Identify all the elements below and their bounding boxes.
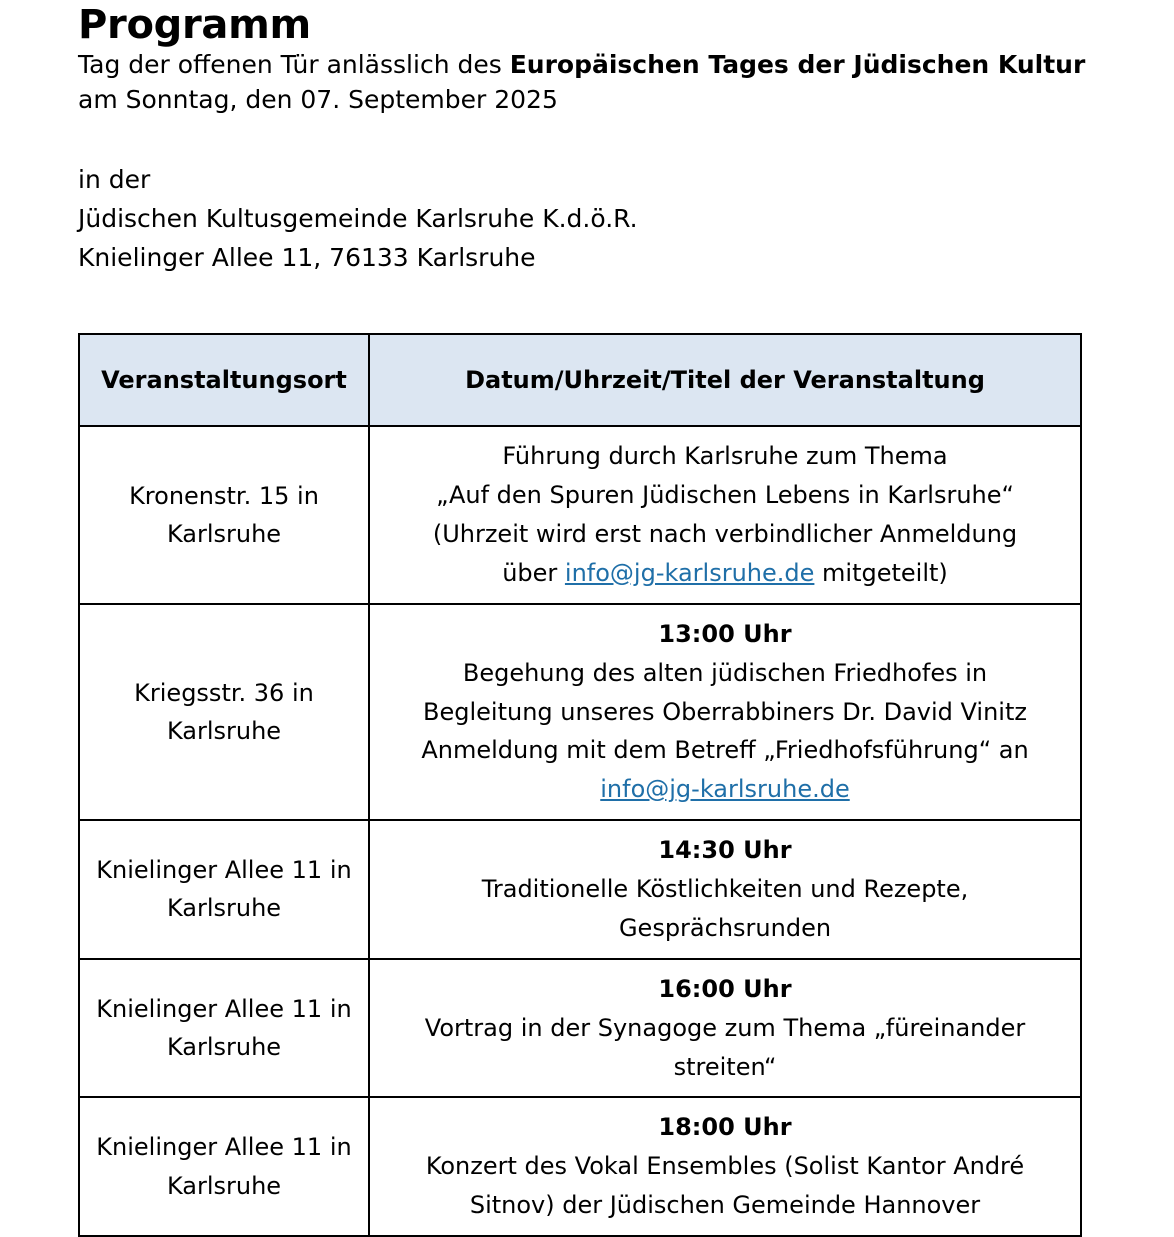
event-line: Sitnov) der Jüdischen Gemeinde Hannover xyxy=(469,1191,981,1220)
spacer xyxy=(78,117,1154,161)
event-line: Traditionelle Köstlichkeiten und Rezepte, xyxy=(481,875,969,903)
event-line: Gesprächsrunden xyxy=(618,913,832,942)
event-line: „Auf den Spuren Jüdischen Lebens in Karlsruhe“ xyxy=(436,481,1014,510)
cell-detail xyxy=(369,604,1081,820)
cell-place xyxy=(79,426,369,604)
event-line: Vortrag in der Synagoge zum Thema „füreinander xyxy=(424,1013,1026,1042)
table-row xyxy=(79,959,1081,1098)
table-row xyxy=(79,820,1081,959)
column-header-detail: Datum/Uhrzeit/Titel der Veranstaltung xyxy=(369,334,1081,426)
place-line-1: Knielinger Allee 11 xyxy=(96,856,323,885)
event-line: Begleitung unseres Oberrabbiners Dr. David Vinitz xyxy=(423,697,1027,726)
cell-detail xyxy=(369,1097,1081,1236)
program-table-wrapper xyxy=(78,333,1154,1237)
cell-detail xyxy=(369,820,1081,959)
cell-place xyxy=(79,604,369,820)
event-time: 14:30 Uhr xyxy=(658,836,792,865)
table-row xyxy=(79,426,1081,604)
cell-detail xyxy=(369,426,1081,604)
place-line-1: Kronenstr. 15 xyxy=(129,481,290,510)
table-body xyxy=(79,426,1081,1236)
event-line: Konzert des Vokal Ensembles (Solist Kantor André xyxy=(425,1152,1025,1181)
place-line-1: Knielinger Allee 11 xyxy=(96,994,323,1023)
place-line-1: Knielinger Allee 11 xyxy=(96,1133,323,1162)
event-time: 16:00 Uhr xyxy=(658,974,792,1003)
column-header-place: Veranstaltungsort xyxy=(79,334,369,426)
event-line: Anmeldung mit dem Betreff „Friedhofsführung“ an xyxy=(421,736,1029,765)
address-line-3: Knielinger Allee 11, 76133 Karlsruhe xyxy=(78,242,536,272)
place-line-2: in Karlsruhe xyxy=(166,856,352,923)
event-contact-line xyxy=(376,770,1074,809)
cell-place xyxy=(79,1097,369,1236)
subtitle-line-1 xyxy=(78,48,1154,83)
table-row xyxy=(79,604,1081,820)
place-line-2: in Karlsruhe xyxy=(166,994,352,1062)
subtitle-prefix: Tag der offenen Tür anlässlich des xyxy=(78,50,510,79)
table-header-row xyxy=(79,334,1081,426)
email-link[interactable]: info@jg-karlsruhe.de xyxy=(564,558,815,587)
place-line-2: in Karlsruhe xyxy=(166,678,314,745)
subtitle-bold: Europäischen Tages der Jüdischen Kultur xyxy=(509,50,1086,79)
table-row xyxy=(79,1097,1081,1236)
event-time: 13:00 Uhr xyxy=(658,619,792,648)
subtitle-line-2: am Sonntag, den 07. September 2025 xyxy=(78,84,558,114)
event-contact-line xyxy=(376,554,1074,593)
contact-prefix: über xyxy=(502,558,565,587)
event-line: streiten“ xyxy=(673,1052,777,1081)
contact-suffix: mitgeteilt) xyxy=(814,558,948,587)
event-line: Begehung des alten jüdischen Friedhofes in xyxy=(462,658,988,687)
event-line: (Uhrzeit wird erst nach verbindlicher Anmeldung xyxy=(432,520,1018,548)
page-title: Programm xyxy=(78,2,311,48)
place-line-2: in Karlsruhe xyxy=(166,1133,352,1200)
cell-detail xyxy=(369,959,1081,1098)
email-link[interactable]: info@jg-karlsruhe.de xyxy=(600,775,850,804)
program-table xyxy=(78,333,1082,1237)
address-line-2: Jüdischen Kultusgemeinde Karlsruhe K.d.ö.R. xyxy=(78,203,638,233)
event-time: 18:00 Uhr xyxy=(658,1113,792,1142)
place-line-2: in Karlsruhe xyxy=(166,481,319,548)
cell-place xyxy=(79,959,369,1098)
place-line-1: Kriegsstr. 36 xyxy=(134,678,285,707)
cell-place xyxy=(79,820,369,959)
address-line-1: in der xyxy=(78,165,151,194)
event-line: Führung durch Karlsruhe zum Thema xyxy=(502,442,948,471)
